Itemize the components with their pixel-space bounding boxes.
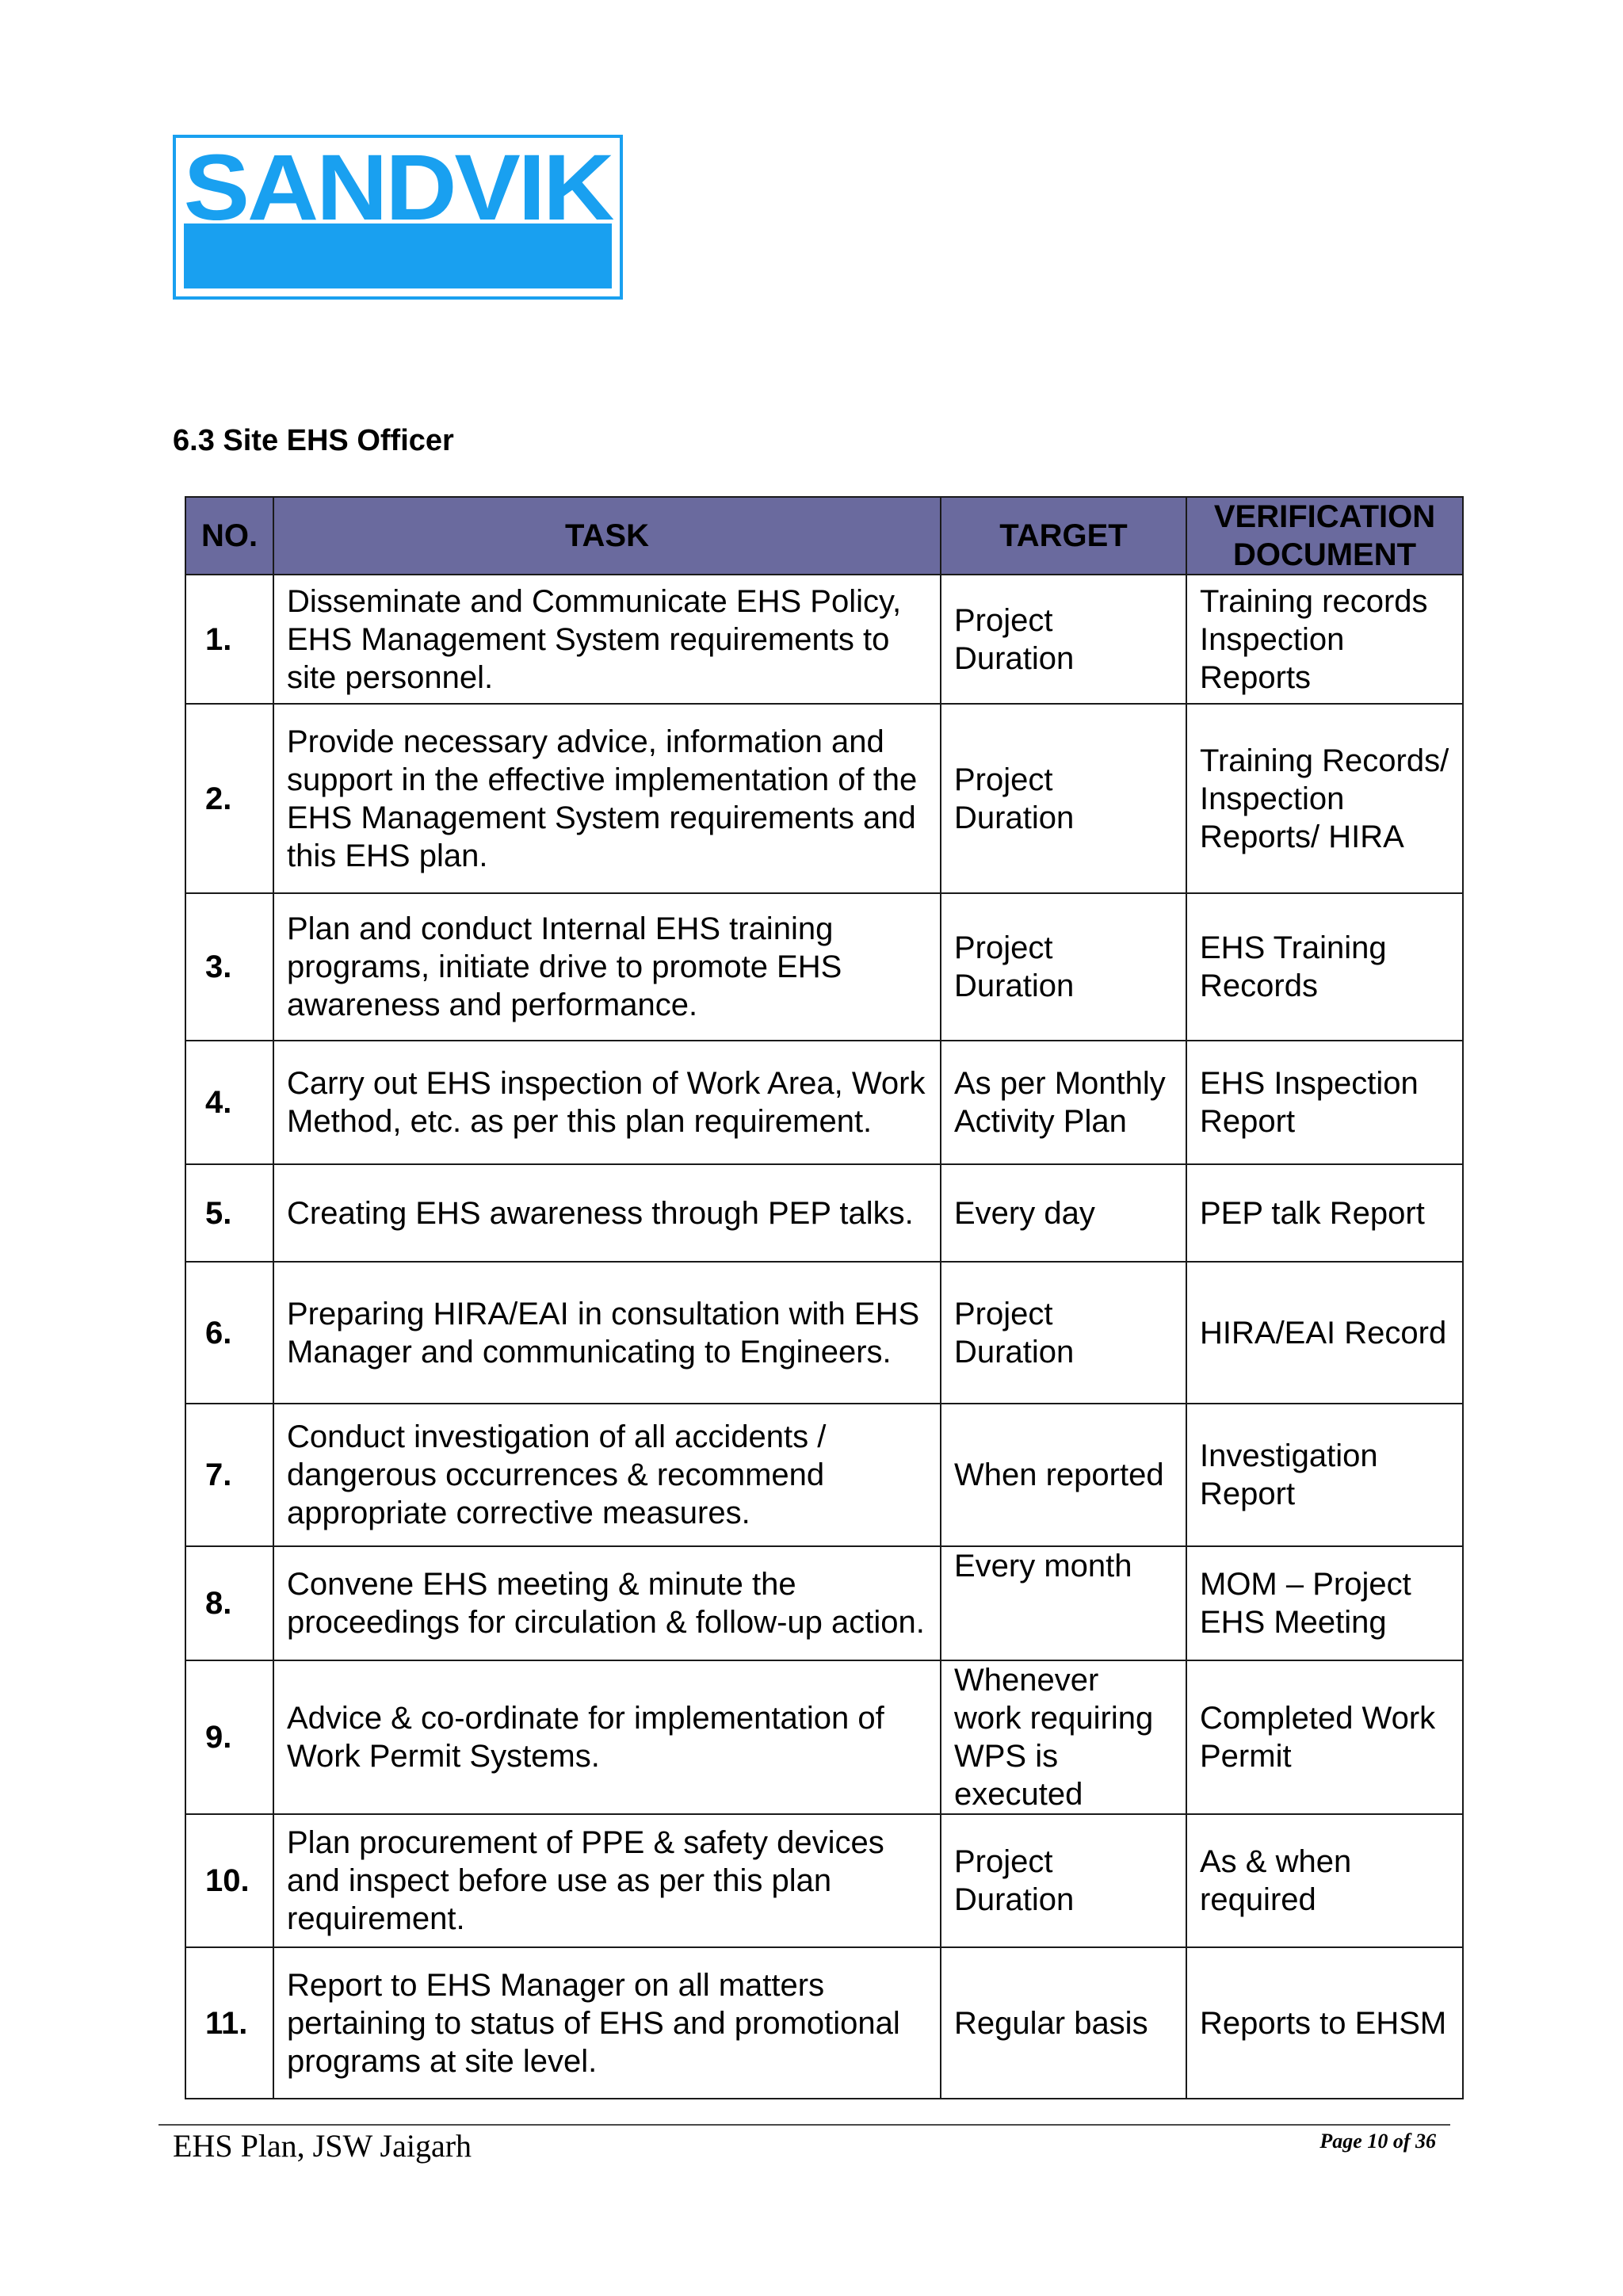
row-verification: As & when required (1186, 1814, 1463, 1947)
row-number: 2. (185, 704, 273, 893)
logo-wordmark: SANDVIK (183, 136, 613, 240)
row-number: 7. (185, 1404, 273, 1546)
row-task: Plan procurement of PPE & safety devices and inspect before use as per this plan requirement. (273, 1814, 941, 1947)
table-row (185, 1404, 1463, 1546)
row-target: Every month (941, 1546, 1186, 1660)
row-number: 11. (185, 1947, 273, 2099)
row-verification: Training records Inspection Reports (1186, 575, 1463, 704)
row-task: Provide necessary advice, information and support in the effective implementation of the EHS Management System requirements and this EHS plan. (273, 704, 941, 893)
row-target: Project Duration (941, 1814, 1186, 1947)
row-task: Creating EHS awareness through PEP talks. (273, 1164, 941, 1262)
row-number: 8. (185, 1546, 273, 1660)
row-verification: HIRA/EAI Record (1186, 1262, 1463, 1404)
row-number: 1. (185, 575, 273, 704)
row-target: Project Duration (941, 575, 1186, 704)
row-target: Project Duration (941, 704, 1186, 893)
row-target: When reported (941, 1404, 1186, 1546)
row-target: Every day (941, 1164, 1186, 1262)
row-task: Report to EHS Manager on all matters pertaining to status of EHS and promotional programs at site level. (273, 1947, 941, 2099)
row-target: As per Monthly Activity Plan (941, 1041, 1186, 1164)
table-row (185, 893, 1463, 1041)
table-row (185, 1814, 1463, 1947)
row-verification: MOM – Project EHS Meeting (1186, 1546, 1463, 1660)
row-verification: Reports to EHSM (1186, 1947, 1463, 2099)
row-task: Disseminate and Communicate EHS Policy, EHS Management System requirements to site personnel. (273, 575, 941, 704)
row-verification: Investigation Report (1186, 1404, 1463, 1546)
row-verification: PEP talk Report (1186, 1164, 1463, 1262)
row-task: Conduct investigation of all accidents / dangerous occurrences & recommend appropriate corrective measures. (273, 1404, 941, 1546)
row-task: Carry out EHS inspection of Work Area, Work Method, etc. as per this plan requirement. (273, 1041, 941, 1164)
table-header-row (185, 497, 1463, 575)
row-number: 5. (185, 1164, 273, 1262)
row-number: 4. (185, 1041, 273, 1164)
row-task: Plan and conduct Internal EHS training programs, initiate drive to promote EHS awareness and performance. (273, 893, 941, 1041)
table-row (185, 1164, 1463, 1262)
table-row (185, 1947, 1463, 2099)
row-target: Whenever work requiring WPS is executed (941, 1660, 1186, 1814)
header-no: NO. (185, 497, 273, 575)
table-row (185, 1041, 1463, 1164)
table-row (185, 1262, 1463, 1404)
row-number: 3. (185, 893, 273, 1041)
header-task: TASK (273, 497, 941, 575)
table-row (185, 704, 1463, 893)
footer-document-title: EHS Plan, JSW Jaigarh (173, 2128, 472, 2164)
sandvik-logo (173, 135, 623, 300)
row-target: Project Duration (941, 893, 1186, 1041)
section-heading: 6.3 Site EHS Officer (173, 424, 454, 457)
row-verification: Completed Work Permit (1186, 1660, 1463, 1814)
row-task: Preparing HIRA/EAI in consultation with EHS Manager and communicating to Engineers. (273, 1262, 941, 1404)
table-row (185, 1546, 1463, 1660)
row-number: 10. (185, 1814, 273, 1947)
row-target: Regular basis (941, 1947, 1186, 2099)
row-number: 9. (185, 1660, 273, 1814)
row-task: Advice & co-ordinate for implementation of Work Permit Systems. (273, 1660, 941, 1814)
table-row (185, 575, 1463, 704)
row-verification: Training Records/ Inspection Reports/ HIRA (1186, 704, 1463, 893)
row-verification: EHS Inspection Report (1186, 1041, 1463, 1164)
responsibilities-table (185, 496, 1464, 2099)
row-number: 6. (185, 1262, 273, 1404)
row-task: Convene EHS meeting & minute the proceedings for circulation & follow-up action. (273, 1546, 941, 1660)
table-row (185, 1660, 1463, 1814)
row-verification: EHS Training Records (1186, 893, 1463, 1041)
header-verification-document: VERIFICATION DOCUMENT (1186, 497, 1463, 575)
footer-page-number: Page 10 of 36 (1319, 2130, 1436, 2153)
header-target: TARGET (941, 497, 1186, 575)
row-target: Project Duration (941, 1262, 1186, 1404)
